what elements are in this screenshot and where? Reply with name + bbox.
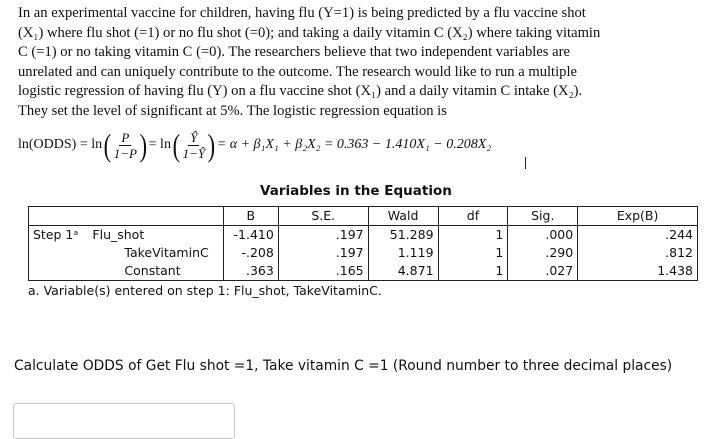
cell-expb: .244 (578, 226, 698, 245)
table-header-row (29, 207, 698, 226)
left-paren: ( (172, 127, 181, 163)
question-text: Calculate ODDS of Get Flu shot =1, Take vitamin C =1 (Round number to three decimal places) (14, 358, 673, 374)
fraction-numerator: Ŷ (190, 129, 198, 145)
right-paren: ) (139, 127, 148, 163)
cell-df: 1 (438, 226, 508, 245)
header-se: S.E. (278, 207, 368, 226)
cell-se: .165 (278, 262, 368, 281)
cell-df: 1 (438, 244, 508, 262)
cell-df: 1 (438, 262, 508, 281)
fraction-numerator: P (121, 129, 130, 145)
row-name: Constant (88, 262, 223, 281)
header-sig: Sig. (508, 207, 578, 226)
cell-se: .197 (278, 244, 368, 262)
header-b: B (223, 207, 278, 226)
cell-se: .197 (278, 226, 368, 245)
table-row (29, 226, 698, 245)
table-footnote: a. Variable(s) entered on step 1: Flu_shot, TakeVitaminC. (28, 283, 382, 298)
problem-line: unrelated and can uniquely contribute to the outcome. The research would like to run a multiple (18, 63, 577, 80)
logistic-equation (18, 125, 538, 165)
left-paren: ( (103, 127, 112, 163)
fraction-yhat (183, 130, 206, 161)
cell-b: -1.410 (223, 226, 278, 245)
step-label: Step 1ᵃ (29, 226, 89, 245)
variables-table-block (28, 180, 698, 298)
cell-wald: 51.289 (368, 226, 438, 245)
equation-mid: = ln (148, 137, 171, 152)
problem-text (18, 4, 708, 122)
fraction-denominator: 1−P (113, 145, 137, 161)
equation-lhs: ln(ODDS) = ln (18, 137, 103, 152)
header-expb: Exp(B) (578, 207, 698, 226)
problem-line: They set the level of significant at 5%. The logistic regression equation is (18, 102, 447, 119)
cell-sig: .027 (508, 262, 578, 281)
problem-line: In an experimental vaccine for children, having flu (Y=1) is being predicted by a flu vaccine shot (18, 5, 586, 21)
equation-rhs: = α + β₁X₁ + β₂X₂ = 0.363 − 1.410X₁ − 0.208X₂ (216, 137, 492, 152)
cell-b: -.208 (223, 244, 278, 262)
fraction-denominator: 1−Ŷ (182, 145, 206, 161)
problem-line: (X₁) where flu shot (=1) or no flu shot (=0); and taking a daily vitamin C (X₂) where taking vitamin (18, 24, 601, 41)
right-paren: ) (207, 127, 216, 163)
row-name: Flu_shot (88, 226, 223, 245)
cell-expb: .812 (578, 244, 698, 262)
cell-b: .363 (223, 262, 278, 281)
table-row (29, 262, 698, 281)
header-blank (29, 207, 224, 226)
cell-wald: 4.871 (368, 262, 438, 281)
header-df: df (438, 207, 508, 226)
problem-line: logistic regression of having flu (Y) on a flu vaccine shot (X₁) and a daily vitamin C intake (X₂). (18, 83, 583, 100)
fraction-p (114, 130, 137, 161)
cell-expb: 1.438 (578, 262, 698, 281)
variables-table (28, 206, 698, 281)
header-wald: Wald (368, 207, 438, 226)
table-title: Variables in the Equation (260, 183, 452, 199)
problem-line: C (=1) or no taking vitamin C (=0). The researchers believe that two independent variables are (18, 44, 570, 61)
answer-input[interactable] (13, 403, 235, 439)
cell-sig: .000 (508, 226, 578, 245)
row-name: TakeVitaminC (88, 244, 223, 262)
text-cursor (525, 157, 526, 169)
cell-sig: .290 (508, 244, 578, 262)
table-row (29, 244, 698, 262)
cell-wald: 1.119 (368, 244, 438, 262)
